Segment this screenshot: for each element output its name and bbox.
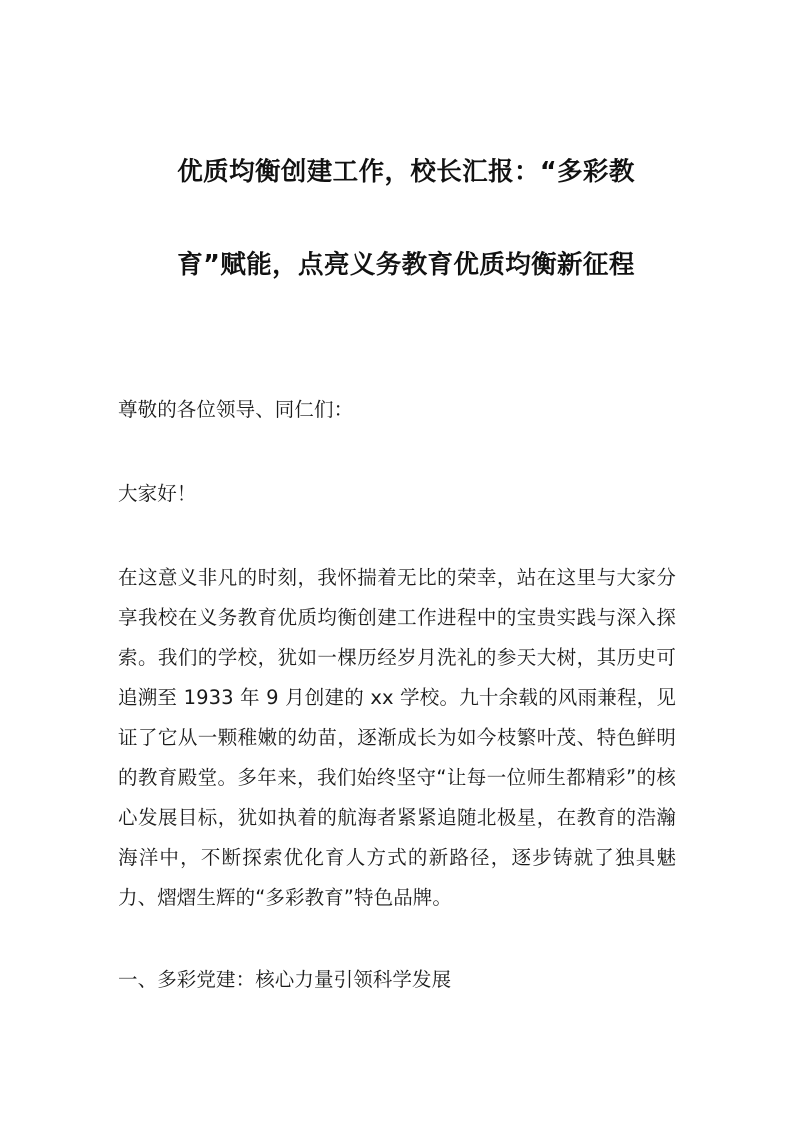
document-title [118, 0, 676, 312]
document-title-line-1: 优质均衡创建工作，校长汇报：“多彩教 [177, 157, 635, 187]
document-body [118, 0, 676, 1000]
salutation-text: 尊敬的各位领导、同仁们： [118, 398, 354, 421]
document-title-line-2: 育”赋能，点亮义务教育优质均衡新征程 [177, 250, 635, 280]
main-paragraph-text: 在这意义非凡的时刻，我怀揣着无比的荣幸，站在这里与大家分享我校在义务教育优质均衡创建工作进程中的宝贵实践与深入探索。我们的学校，犹如一棵历经岁月洗礼的参天大树，其历史可追溯至 1933 年 9 月创建的 xx 学校。九十余载的风雨兼程，见证了它从一颗稚嫩的幼苗，逐渐成长为如今枝繁叶茂、特色鲜明的教育殿堂。多年来，我们始终坚守“让每一位师生都精彩”的核心发展目标，犹如执着的航海者紧紧追随北极星，在教育的浩瀚海洋中，不断探索优化育人方式的新路径，逐步铸就了独具魅力、熠熠生辉的“多彩教育”特色品牌。 [118, 566, 676, 909]
greeting-text: 大家好！ [118, 482, 197, 505]
section-heading-one: 一、多彩党建：核心力量引领科学发展 [118, 968, 452, 991]
